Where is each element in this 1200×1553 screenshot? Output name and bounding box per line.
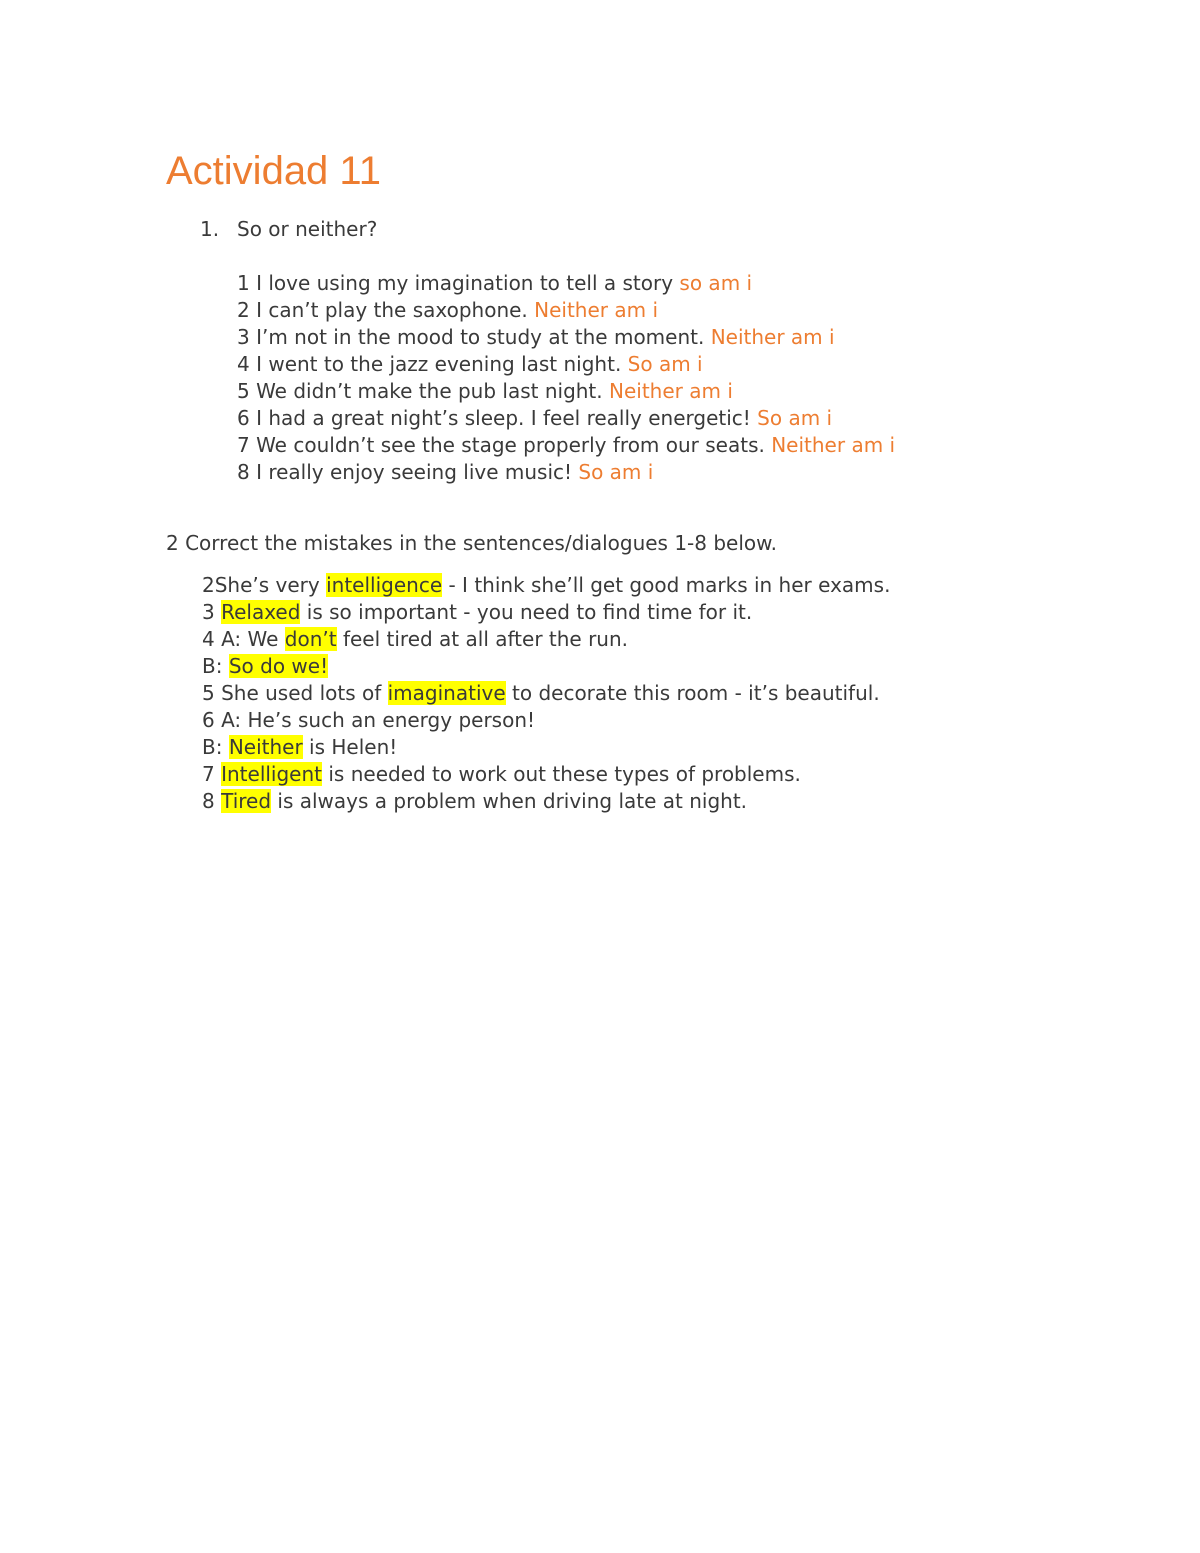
list-item — [202, 707, 890, 734]
list-item — [237, 378, 895, 405]
sentence-text: 2 I can’t play the saxophone. — [237, 298, 535, 322]
highlighted-word: imaginative — [387, 681, 506, 705]
sentence-before: 5 She used lots of — [202, 681, 388, 705]
sentence-text: 4 I went to the jazz evening last night. — [237, 352, 628, 376]
sentence-after: to decorate this room - it’s beautiful. — [505, 681, 880, 705]
list-item — [202, 653, 890, 680]
sentence-text: 8 I really enjoy seeing live music! — [237, 460, 579, 484]
list-item — [202, 572, 890, 599]
sentence-before: 8 — [202, 789, 222, 813]
list-item — [237, 297, 895, 324]
sentence-before: 2She’s very — [202, 573, 327, 597]
section1-list — [237, 270, 895, 486]
sentence-text: 5 We didn’t make the pub last night. — [237, 379, 609, 403]
answer-text: so am i — [679, 271, 753, 295]
answer-text: Neither am i — [771, 433, 896, 457]
answer-text: Neither am i — [710, 325, 835, 349]
list-item — [202, 626, 890, 653]
list-item — [202, 680, 890, 707]
answer-text: So am i — [578, 460, 654, 484]
list-item — [202, 734, 890, 761]
page-title: Actividad 11 — [166, 149, 381, 193]
sentence-text: 1 I love using my imagination to tell a story — [237, 271, 680, 295]
sentence-before: 4 A: We — [202, 627, 285, 651]
highlighted-word: don’t — [284, 627, 337, 651]
answer-text: Neither am i — [534, 298, 659, 322]
highlighted-word: Intelligent — [221, 762, 323, 786]
sentence-before: 6 A: He’s such an energy person! — [202, 708, 536, 732]
sentence-after: feel tired at all after the run. — [336, 627, 629, 651]
list-item — [237, 459, 895, 486]
highlighted-word: So do we! — [228, 654, 329, 678]
sentence-after: - I think she’ll get good marks in her exams. — [442, 573, 891, 597]
sentence-before: B: — [202, 654, 229, 678]
list-item — [237, 270, 895, 297]
list-item — [202, 788, 890, 815]
answer-text: So am i — [757, 406, 833, 430]
highlighted-word: intelligence — [326, 573, 443, 597]
list-item — [202, 599, 890, 626]
sentence-after: is Helen! — [302, 735, 398, 759]
highlighted-word: Tired — [221, 789, 272, 813]
list-item — [202, 761, 890, 788]
highlighted-word: Neither — [228, 735, 303, 759]
sentence-after: is needed to work out these types of problems. — [322, 762, 801, 786]
sentence-text: 3 I’m not in the mood to study at the moment. — [237, 325, 711, 349]
list-item — [237, 432, 895, 459]
section1-heading-text: So or neither? — [237, 217, 378, 241]
section1-number: 1. — [200, 217, 220, 241]
list-item — [237, 324, 895, 351]
section2-heading: 2 Correct the mistakes in the sentences/dialogues 1-8 below. — [166, 531, 778, 555]
answer-text: So am i — [627, 352, 703, 376]
section2-list — [202, 572, 890, 815]
list-item — [237, 351, 895, 378]
sentence-after: is always a problem when driving late at night. — [271, 789, 748, 813]
list-item — [237, 405, 895, 432]
sentence-text: 7 We couldn’t see the stage properly from our seats. — [237, 433, 772, 457]
sentence-before: B: — [202, 735, 229, 759]
section1-heading — [200, 216, 377, 243]
sentence-before: 3 — [202, 600, 222, 624]
highlighted-word: Relaxed — [221, 600, 301, 624]
sentence-before: 7 — [202, 762, 222, 786]
sentence-text: 6 I had a great night’s sleep. I feel really energetic! — [237, 406, 758, 430]
sentence-after: is so important - you need to find time for it. — [300, 600, 753, 624]
answer-text: Neither am i — [609, 379, 733, 403]
